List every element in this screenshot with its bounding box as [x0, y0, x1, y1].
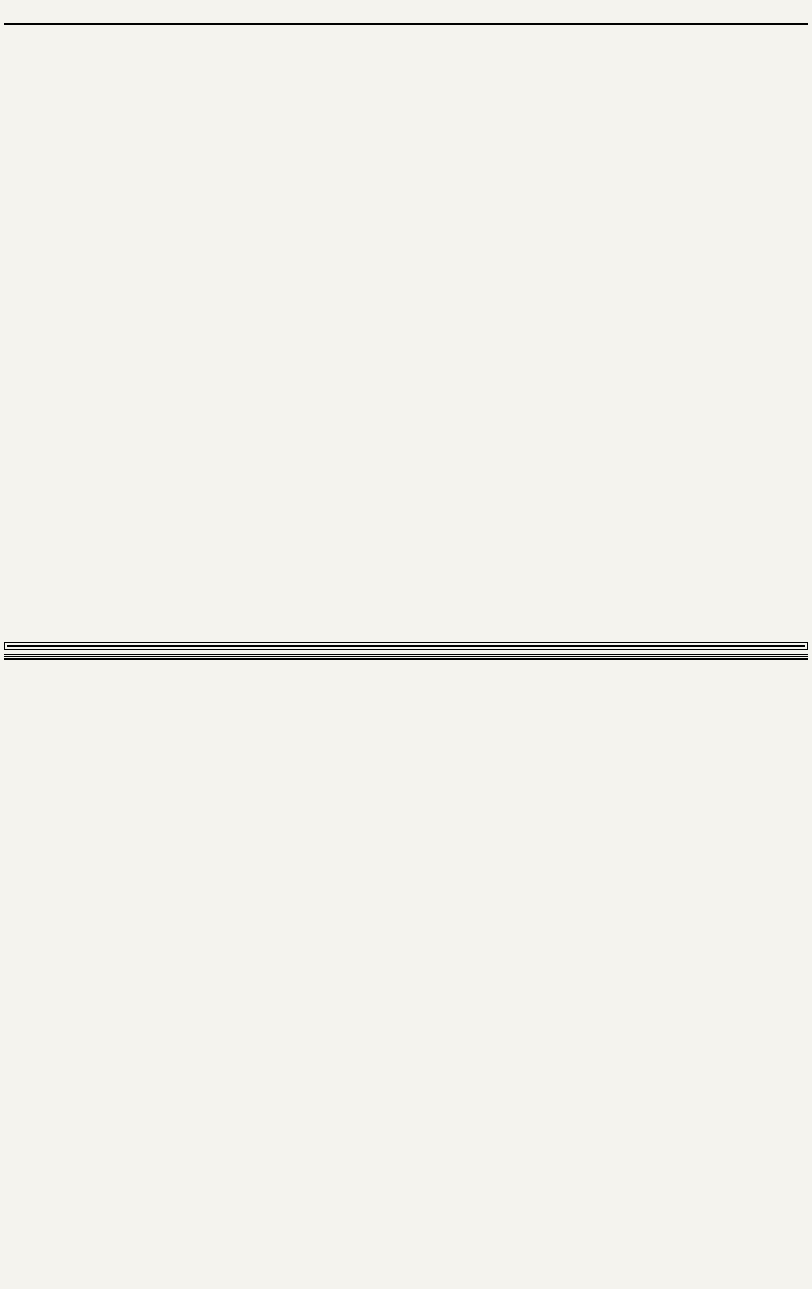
masthead — [4, 3, 808, 25]
help-wanted-section — [4, 28, 808, 640]
miracle-soft-water-ad — [4, 642, 808, 650]
home-service-guide-header — [4, 654, 808, 660]
ad-title — [7, 645, 805, 647]
home-service-guide — [4, 663, 808, 1243]
